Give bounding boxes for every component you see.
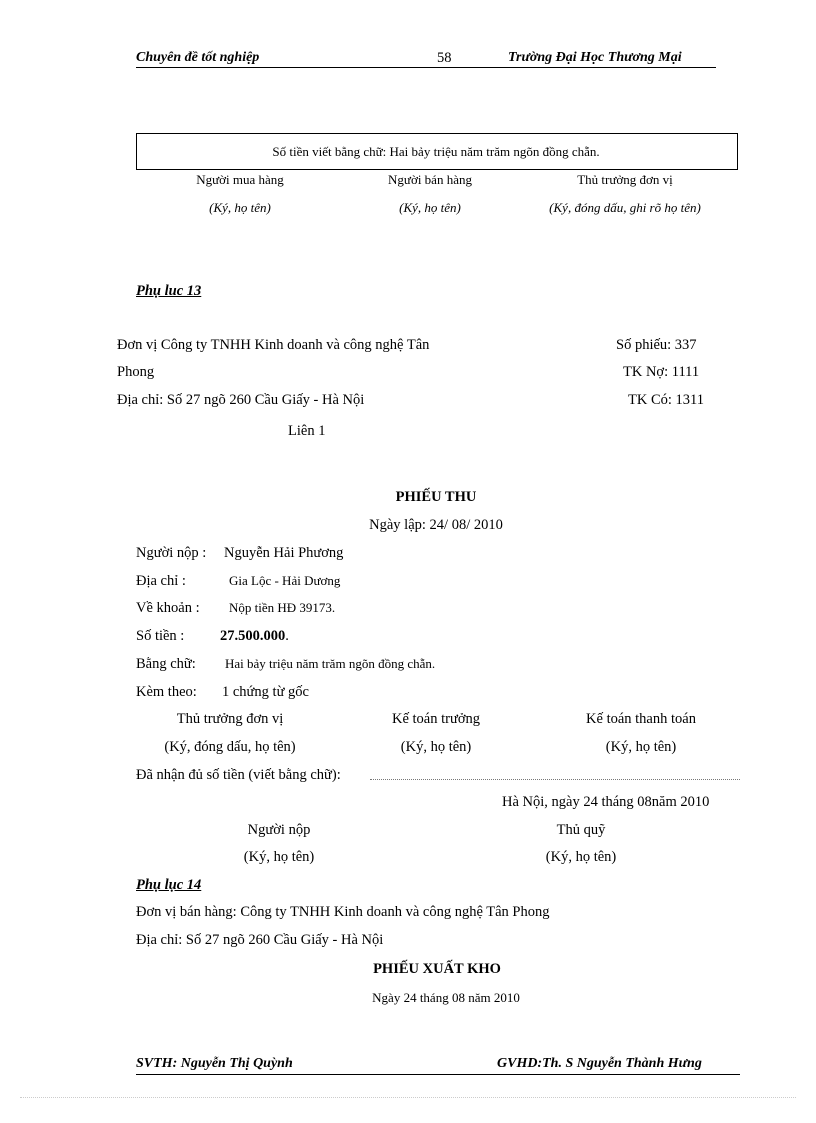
received-label: Đã nhận đủ số tiền (viết bằng chữ): [136, 767, 341, 783]
unit-line-1: Đơn vị Công ty TNHH Kinh doanh và công nghệ Tân [117, 337, 430, 353]
unit-address: Địa chỉ: Số 27 ngõ 260 Cầu Giấy - Hà Nội [117, 392, 365, 408]
page-bottom-dotted-edge [20, 1097, 796, 1098]
sig-seller-title: Người bán hàng [388, 172, 472, 187]
header-right: Trường Đại Học Thương Mại [508, 50, 682, 65]
payer-value: Nguyễn Hải Phương [224, 545, 344, 561]
receipt-title: PHIẾU THU [395, 489, 477, 505]
delivery-note-date: Ngày 24 tháng 08 năm 2010 [372, 990, 520, 1005]
sig-payer-title: Người nộp [247, 822, 311, 838]
appendix-14-heading: Phụ lục 14 [136, 877, 202, 893]
sig-payer-note: (Ký, họ tên) [243, 849, 315, 865]
amount-value: 27.500.000 [220, 628, 286, 644]
header-left: Chuyên đề tốt nghiệp [136, 50, 260, 65]
address-label: Địa chỉ : [136, 573, 186, 589]
reason-label: Về khoản : [136, 600, 200, 616]
footer-student: SVTH: Nguyễn Thị Quỳnh [136, 1056, 293, 1071]
receipt-date: Ngày lập: 24/ 08/ 2010 [369, 517, 503, 533]
received-dotted-line [370, 779, 740, 780]
sig-chief-accountant-note: (Ký, họ tên) [400, 739, 472, 755]
sig-buyer-note: (Ký, họ tên) [209, 200, 271, 215]
sig-head-unit-note: (Ký, đóng dấu, họ tên) [164, 739, 296, 755]
copy-label: Liên 1 [288, 423, 326, 439]
voucher-number: Số phiếu: 337 [616, 337, 697, 353]
attach-value: 1 chứng từ gốc [222, 684, 309, 700]
sig-buyer-title: Người mua hàng [196, 172, 284, 187]
sig-cashier-title: Thủ quỹ [556, 822, 606, 838]
amount-label: Số tiền : [136, 628, 185, 644]
amount-dot: . [285, 628, 289, 644]
address-value: Gia Lộc - Hải Dương [229, 573, 341, 588]
sig-head-title: Thủ trưởng đơn vị [577, 172, 673, 187]
amount-words-text: Số tiền viết bằng chữ: Hai bảy triệu năm trăm ngõn đồng chẵn. [272, 144, 600, 159]
amount-line [220, 628, 289, 645]
sig-seller-note: (Ký, họ tên) [399, 200, 461, 215]
attach-label: Kèm theo: [136, 684, 197, 700]
sig-chief-accountant-title: Kế toán trưởng [391, 711, 481, 727]
seller-address: Địa chỉ: Số 27 ngõ 260 Cầu Giấy - Hà Nội [136, 932, 384, 948]
sig-head-unit-title: Thủ trưởng đơn vị [176, 711, 284, 727]
appendix-13-heading: Phụ luc 13 [136, 283, 202, 299]
words-value: Hai bảy triệu năm trăm ngõn đồng chẵn. [225, 656, 436, 671]
sig-cashier-note: (Ký, họ tên) [545, 849, 617, 865]
credit-account: TK Có: 1311 [628, 392, 704, 408]
reason-value: Nộp tiền HĐ 39173. [229, 600, 336, 615]
footer-rule [136, 1074, 740, 1075]
sig-payment-accountant-note: (Ký, họ tên) [605, 739, 677, 755]
header-rule [136, 67, 716, 68]
page-number: 58 [437, 50, 452, 66]
footer-advisor: GVHD:Th. S Nguyễn Thành Hưng [497, 1056, 702, 1071]
words-label: Bằng chữ: [136, 656, 196, 672]
place-date: Hà Nội, ngày 24 tháng 08năm 2010 [502, 794, 710, 810]
unit-line-2: Phong [117, 364, 155, 380]
sig-head-note: (Ký, đóng dấu, ghi rõ họ tên) [549, 200, 701, 215]
payer-label: Người nộp : [136, 545, 207, 561]
delivery-note-title: PHIẾU XUẤT KHO [373, 961, 501, 977]
sig-payment-accountant-title: Kế toán thanh toán [586, 711, 696, 727]
seller-unit: Đơn vị bán hàng: Công ty TNHH Kinh doanh và công nghệ Tân Phong [136, 904, 550, 920]
debit-account: TK Nợ: 1111 [623, 364, 700, 380]
